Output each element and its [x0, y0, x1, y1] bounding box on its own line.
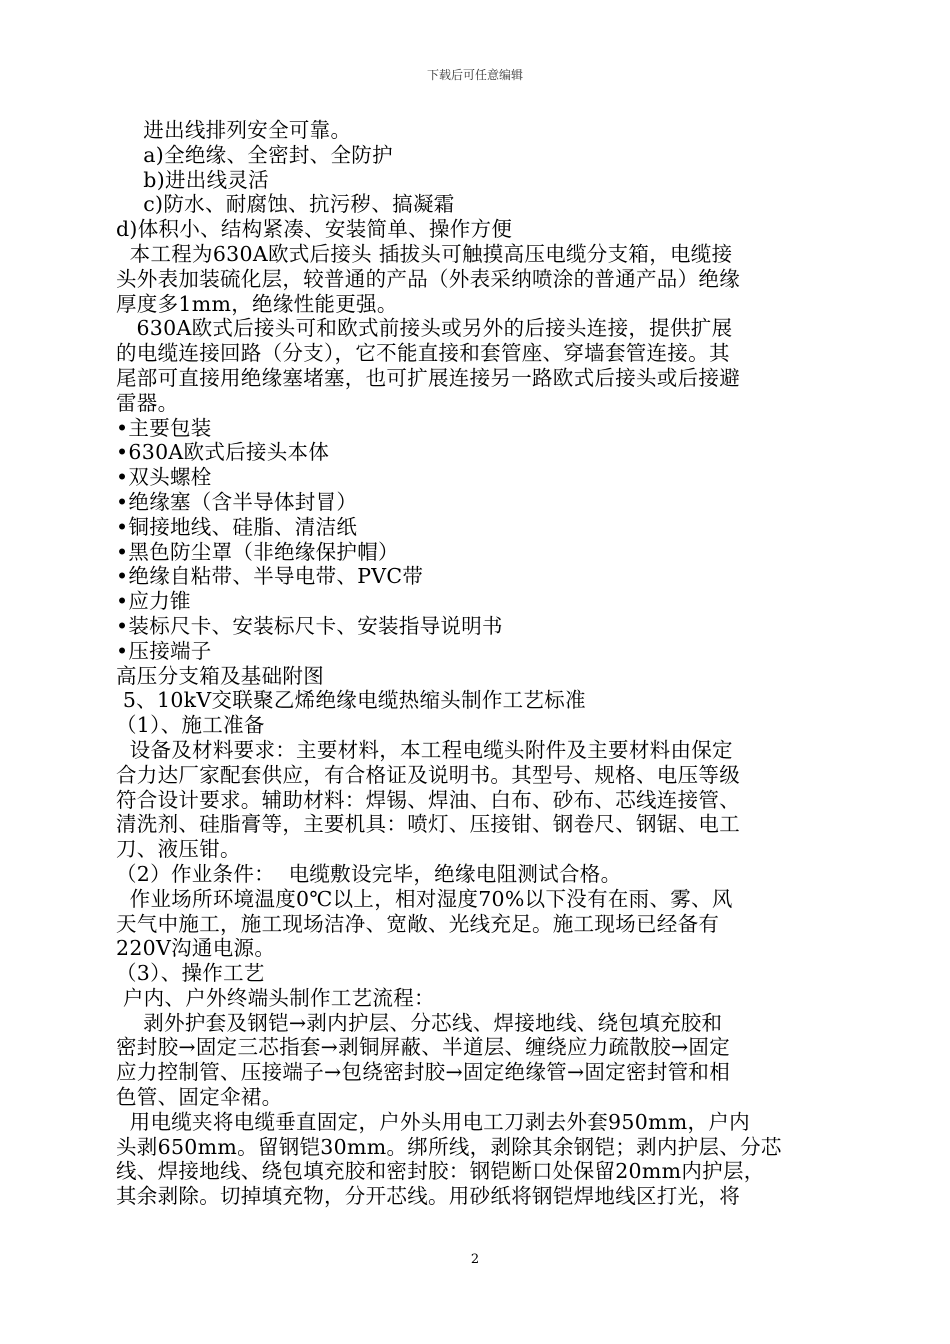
text-line: 符合设计要求。辅助材料：焊锡、焊油、白布、砂布、芯线连接管、 [116, 787, 740, 812]
text-line: •应力锥 [116, 589, 191, 614]
text-line: 其余剥除。切掉填充物，分开芯线。用砂纸将钢铠焊地线区打光，将 [116, 1184, 740, 1209]
text-line: 进出线排列安全可靠。 [116, 118, 352, 142]
text-line: 雷器。 [116, 390, 179, 415]
text-line: c)防水、耐腐蚀、抗污秽、搞凝霜 [116, 192, 455, 217]
text-line: 天气中施工，施工现场洁净、宽敞、光线充足。施工现场已经备有 [116, 911, 720, 936]
text-line: d)体积小、结构紧凑、安装简单、操作方便 [116, 217, 513, 242]
page-number: 2 [470, 1252, 480, 1267]
text-line: b)进出线灵活 [116, 167, 269, 192]
text-line: 密封胶→固定三芯指套→剥铜屏蔽、半道层、缠绕应力疏散胶→固定 [116, 1035, 731, 1060]
text-line: （3）、操作工艺 [116, 961, 265, 986]
text-line: 高压分支箱及基础附图 [116, 663, 324, 688]
text-line: •双头螺栓 [116, 465, 212, 490]
text-line: •黑色防尘罩（非绝缘保护帽） [116, 539, 399, 564]
text-line: •630A欧式后接头本体 [116, 440, 330, 465]
text-line: 刀、液压钳。 [116, 837, 241, 862]
text-line: 630A欧式后接头可和欧式前接头或另外的后接头连接，提供扩展 [116, 316, 733, 341]
text-line: •绝缘自粘带、半导电带、PVC带 [116, 564, 424, 589]
text-line: 头剥650mm。留钢铠30mm。绑所线，剥除其余钢铠；剥内护层、分芯 [116, 1134, 782, 1159]
text-line: 用电缆夹将电缆垂直固定，户外头用电工刀剥去外套950mm，户内 [116, 1109, 750, 1134]
text-line: 220V沟通电源。 [116, 936, 276, 961]
text-line: 户内、户外终端头制作工艺流程： [116, 985, 435, 1010]
text-line: 本工程为630A欧式后接头 插拔头可触摸高压电缆分支箱，电缆接 [116, 241, 733, 266]
text-line: （1）、施工准备 [116, 713, 265, 738]
text-line: 的电缆连接回路（分支），它不能直接和套管座、穿墙套管连接。其 [116, 341, 730, 366]
text-line: •铜接地线、硅脂、清洁纸 [116, 514, 358, 539]
text-line: •主要包装 [116, 415, 212, 440]
text-line: 厚度多1mm，绝缘性能更强。 [116, 291, 398, 316]
text-line: 合力达厂家配套供应，有合格证及说明书。其型号、规格、电压等级 [116, 762, 740, 787]
text-line: •绝缘塞（含半导体封冒） [116, 489, 358, 514]
text-line: 尾部可直接用绝缘塞堵塞，也可扩展连接另一路欧式后接头或后接避 [116, 365, 740, 390]
text-line: 作业场所环境温度0℃以上，相对湿度70%以下没有在雨、雾、风 [116, 886, 733, 911]
text-line: 设备及材料要求：主要材料，本工程电缆头附件及主要材料由保定 [116, 737, 733, 762]
text-line: （2）作业条件： 电缆敷设完毕，绝缘电阻测试合格。 [116, 861, 622, 886]
text-line: 清洗剂、硅脂膏等，主要机具：喷灯、压接钳、钢卷尺、钢锯、电工 [116, 812, 740, 837]
document-body [116, 118, 846, 1209]
text-line: 色管、固定伞裙。 [116, 1085, 283, 1110]
text-line: 线、焊接地线、绕包填充胶和密封胶：钢铠断口处保留20mm内护层， [116, 1159, 765, 1184]
text-line: 5、10kV交联聚乙烯绝缘电缆热缩头制作工艺标准 [116, 688, 586, 713]
text-line: 剥外护套及钢铠→剥内护层、分芯线、焊接地线、绕包填充胶和 [116, 1010, 723, 1035]
text-line: •装标尺卡、安装标尺卡、安装指导说明书 [116, 613, 503, 638]
text-line: a)全绝缘、全密封、全防护 [116, 142, 393, 167]
page-header: 下载后可任意编辑 [426, 68, 523, 82]
text-line: 头外表加装硫化层，较普通的产品（外表采纳喷涂的普通产品）绝缘 [116, 266, 740, 291]
text-line: 应力控制管、压接端子→包绕密封胶→固定绝缘管→固定密封管和相 [116, 1060, 731, 1085]
text-line: •压接端子 [116, 638, 212, 663]
